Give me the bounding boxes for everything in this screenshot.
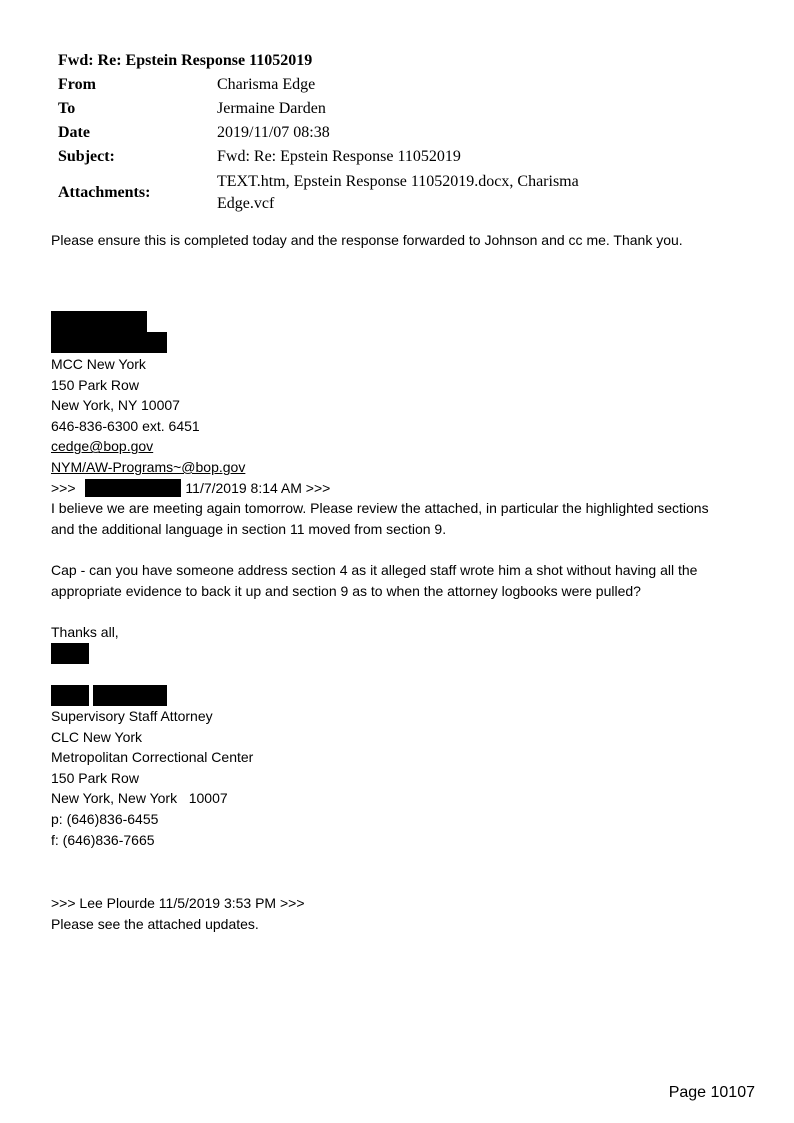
message-1-text: Please ensure this is completed today and the response forwarded to Johnson and cc me. Thank you. [51, 232, 683, 248]
forward-2 [51, 893, 305, 934]
fwd1-header [51, 478, 709, 499]
message-2-line-2: and the additional language in section 11 moved from section 9. [51, 520, 447, 537]
email-header [58, 50, 718, 217]
attachments-line-1: TEXT.htm, Epstein Response 11052019.docx, Charisma [217, 173, 579, 190]
message-2-line-1: I believe we are meeting again tomorrow. Please review the attached, in particular the highlighted sections [51, 500, 709, 517]
redaction-last-name [93, 685, 167, 706]
page-number: Page 10107 [668, 1084, 755, 1101]
sig2-city: New York, New York 10007 [51, 790, 228, 807]
email-title: Fwd: Re: Epstein Response 11052019 [58, 52, 313, 69]
from-row [58, 73, 718, 97]
fwd2-header: >>> Lee Plourde 11/5/2019 3:53 PM >>> [51, 895, 305, 911]
redaction-name [51, 311, 147, 332]
sig2-dept: CLC New York [51, 728, 143, 745]
sig1-group-email-link[interactable]: NYM/AW-Programs~@bop.gov [51, 458, 246, 475]
redaction-sender [85, 479, 181, 497]
fwd1-prefix: >>> [51, 479, 76, 496]
from-value: Charisma Edge [217, 76, 316, 93]
date-value: 2019/11/07 08:38 [217, 124, 330, 141]
sig1-phone: 646-836-6300 ext. 6451 [51, 417, 200, 434]
signature-2 [51, 706, 253, 850]
message-1 [51, 230, 683, 251]
sig1-org: MCC New York [51, 356, 146, 372]
fwd1-time: 11/7/2019 8:14 AM >>> [185, 479, 331, 496]
subject-row [58, 145, 718, 169]
sig2-title: Supervisory Staff Attorney [51, 708, 213, 724]
sig1-street: 150 Park Row [51, 376, 139, 393]
sig1-email-link[interactable]: cedge@bop.gov [51, 438, 154, 455]
from-label: From [58, 76, 96, 93]
attachments-label: Attachments: [58, 184, 151, 201]
sig2-fax: f: (646)836-7665 [51, 831, 155, 848]
to-value: Jermaine Darden [217, 100, 326, 117]
date-label: Date [58, 124, 90, 141]
to-row [58, 97, 718, 121]
date-row [58, 121, 718, 145]
attachments-row [58, 169, 718, 217]
message-2-closing: Thanks all, [51, 623, 119, 640]
sig2-phone: p: (646)836-6455 [51, 810, 159, 827]
message-2-line-4: appropriate evidence to back it up and section 9 as to when the attorney logbooks were pulled? [51, 582, 641, 599]
sig1-city: New York, NY 10007 [51, 397, 180, 414]
sig2-street: 150 Park Row [51, 769, 139, 786]
to-label: To [58, 100, 76, 117]
signature-1 [51, 354, 709, 642]
redaction-title [51, 332, 167, 353]
fwd2-text: Please see the attached updates. [51, 915, 259, 932]
attachments-value [217, 171, 718, 215]
redaction-first-name [51, 685, 89, 706]
redaction-signoff [51, 643, 89, 664]
sig2-org: Metropolitan Correctional Center [51, 749, 254, 766]
subject-value: Fwd: Re: Epstein Response 11052019 [217, 148, 461, 165]
attachments-line-2: Edge.vcf [217, 195, 275, 212]
message-2-line-3: Cap - can you have someone address section 4 as it alleged staff wrote him a shot without having all the [51, 561, 698, 578]
subject-label: Subject: [58, 148, 115, 165]
